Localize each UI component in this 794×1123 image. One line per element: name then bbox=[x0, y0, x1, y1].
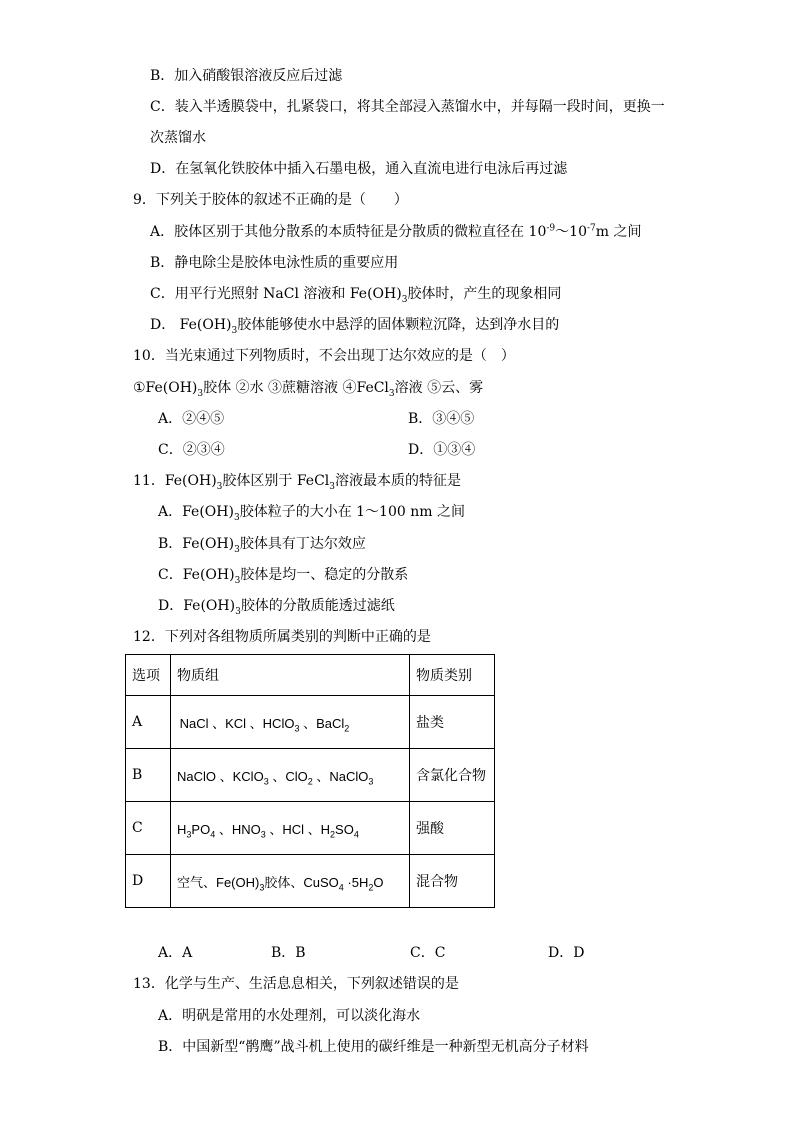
table-row bbox=[126, 855, 495, 908]
table-row bbox=[126, 802, 495, 855]
table-header-row bbox=[126, 655, 495, 696]
q10-option-c: C．②③④ bbox=[158, 442, 225, 458]
q9-option-a: A．胶体区别于其他分散系的本质特征是分散质的微粒直径在 $10^{-9}\sim 10^{-7}m$ 之间 bbox=[150, 223, 642, 240]
category-cell: 盐类 bbox=[410, 696, 495, 749]
q8-option-c-line1: C．装入半透膜袋中，扎紧袋口，将其全部浸入蒸馏水中，并每隔一段时间，更换一 bbox=[150, 99, 665, 115]
q11-option-c: C．$Fe(OH)_3$胶体是均一、稳定的分散系 bbox=[158, 567, 409, 586]
option-cell: D bbox=[126, 855, 171, 908]
q10-option-d: D．①③④ bbox=[408, 442, 476, 458]
q13-option-a: A．明矾是常用的水处理剂，可以淡化海水 bbox=[158, 1008, 421, 1024]
substance-cell: NaCl 、KCl 、HClO$_3$ 、BaCl$_2$ bbox=[171, 696, 410, 749]
q8-option-d: D．在氢氧化铁胶体中插入石墨电极，通入直流电进行电泳后再过滤 bbox=[150, 161, 568, 177]
q12-option-b: B．B bbox=[271, 945, 306, 961]
q8-option-c-line2: 次蒸馏水 bbox=[150, 130, 206, 146]
table-row bbox=[126, 696, 495, 749]
q10-option-b: B．③④⑤ bbox=[408, 411, 475, 427]
category-cell: 含氯化合物 bbox=[410, 749, 495, 802]
q10-option-a: A．②④⑤ bbox=[158, 411, 225, 427]
option-cell: C bbox=[126, 802, 171, 855]
q10-stem: 10．当光束通过下列物质时，不会出现丁达尔效应的是（ ） bbox=[133, 348, 515, 364]
q13-option-b: B．中国新型“鹘鹰”战斗机上使用的碳纤维是一种新型无机高分子材料 bbox=[158, 1039, 589, 1055]
q9-option-b: B．静电除尘是胶体电泳性质的重要应用 bbox=[150, 255, 399, 271]
substance-cell: $H_3PO_4$ 、$HNO_3$ 、HCl 、$H_2SO_4$ bbox=[171, 802, 410, 855]
table-row bbox=[126, 749, 495, 802]
q11-stem: 11．$Fe(OH)_3$胶体区别于 FeCl$_3$溶液最本质的特征是 bbox=[133, 473, 462, 492]
category-cell: 强酸 bbox=[410, 802, 495, 855]
table-header-cell: 物质类别 bbox=[410, 655, 495, 696]
q10-items: $①Fe(OH)_3$胶体 ②水 ③蔗糖溶液 ④FeCl$_3$溶液 ⑤云、雾 bbox=[133, 380, 484, 399]
q13-stem: 13．化学与生产、生活息息相关，下列叙述错误的是 bbox=[133, 976, 459, 992]
q9-option-d: D． $Fe(OH)_3$胶体能够使水中悬浮的固体颗粒沉降，达到净水目的 bbox=[150, 317, 560, 336]
q11-option-a: A．$Fe(OH)_3$胶体粒子的大小在 1～100 nm 之间 bbox=[158, 504, 465, 523]
q11-option-b: B．$Fe(OH)_3$胶体具有丁达尔效应 bbox=[158, 536, 366, 555]
q12-option-a: A．A bbox=[158, 945, 193, 961]
q9-option-c: C．用平行光照射 NaCl 溶液和 $Fe(OH)_3$胶体时，产生的现象相同 bbox=[150, 286, 562, 305]
q12-table bbox=[125, 654, 495, 908]
table-header-cell: 选项 bbox=[126, 655, 171, 696]
category-cell: 混合物 bbox=[410, 855, 495, 908]
option-cell: A bbox=[126, 696, 171, 749]
q8-option-b: B．加入硝酸银溶液反应后过滤 bbox=[150, 68, 343, 84]
q12-option-c: C．C bbox=[410, 945, 446, 961]
q12-option-d: D．D bbox=[548, 945, 585, 961]
q9-stem: 9．下列关于胶体的叙述不正确的是（ ） bbox=[133, 192, 408, 208]
option-cell: B bbox=[126, 749, 171, 802]
q11-option-d: D．$Fe(OH)_3$胶体的分散质能透过滤纸 bbox=[158, 598, 395, 617]
substance-cell: NaClO 、KClO$_3$ 、ClO$_2$ 、NaClO$_3$ bbox=[171, 749, 410, 802]
q12-stem: 12．下列对各组物质所属类别的判断中正确的是 bbox=[133, 629, 431, 645]
substance-cell: 空气、$Fe(OH)_3$胶体、CuSO$_4$ $\cdot 5H_2O$ bbox=[171, 855, 410, 908]
table-header-cell: 物质组 bbox=[171, 655, 410, 696]
